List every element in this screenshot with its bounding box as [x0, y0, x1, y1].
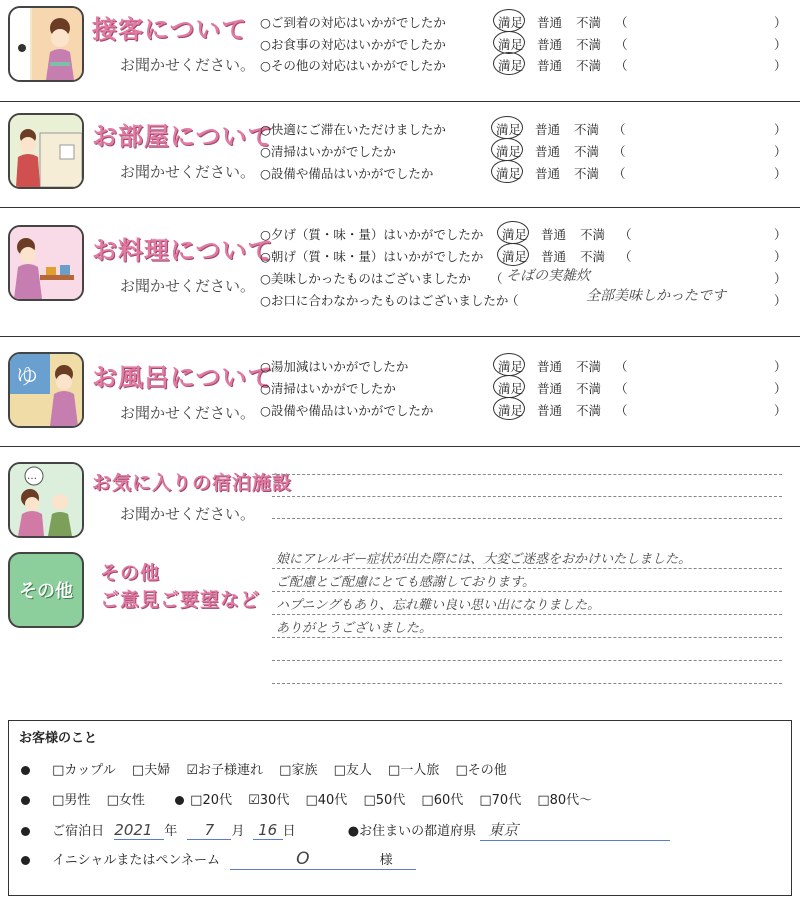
stay-day[interactable]: [253, 821, 283, 840]
age-option[interactable]: ☑30代: [248, 793, 290, 808]
stay-month[interactable]: [187, 821, 231, 840]
rating-average[interactable]: 普通: [541, 249, 567, 264]
bath-title-main: お風呂について: [92, 363, 274, 392]
paren-open: （: [490, 271, 503, 286]
service-illustration-icon: [8, 6, 84, 82]
rating-satisfied[interactable]: 満足: [496, 122, 522, 137]
rating-options: [498, 35, 642, 53]
rating-satisfied[interactable]: 満足: [496, 144, 522, 159]
rating-options: [496, 164, 640, 182]
paren-open: （: [619, 227, 632, 242]
room-title-main: お部屋について: [92, 122, 274, 151]
companion-option[interactable]: □その他: [455, 763, 507, 778]
rating-options: [496, 120, 640, 138]
writing-line: [272, 614, 782, 615]
question-text: ○その他の対応はいかがでしたか: [260, 58, 446, 73]
rating-options: [498, 401, 642, 419]
paren-close: ）: [774, 381, 787, 396]
section-food: [0, 209, 800, 329]
favorite-subtitle: お聞かせください。: [120, 505, 256, 523]
comment-line: ハプニングもあり、忘れ難い良い思い出になりました。: [276, 598, 601, 613]
rating-dissatisfied[interactable]: 不満: [576, 37, 602, 52]
rating-satisfied[interactable]: 満足: [498, 403, 524, 418]
paren-close: ）: [774, 359, 787, 374]
other-label-icon: [8, 552, 84, 628]
divider: [0, 446, 800, 447]
paren-close: ）: [774, 58, 787, 73]
companion-option[interactable]: □家族: [279, 763, 318, 778]
paren-open: （: [615, 37, 628, 52]
prefecture-value: 東京: [488, 821, 519, 839]
rating-satisfied[interactable]: 満足: [498, 381, 524, 396]
paren-open: （: [615, 58, 628, 73]
customer-form: [8, 720, 792, 896]
rating-average[interactable]: 普通: [537, 37, 563, 52]
section-favorite: [0, 448, 800, 544]
svg-text:…: …: [27, 471, 37, 482]
other-title-line1: その他: [100, 562, 161, 584]
question-text: ○設備や備品はいかがでしたか: [260, 166, 434, 181]
rating-average[interactable]: 普通: [537, 403, 563, 418]
rating-satisfied[interactable]: 満足: [502, 249, 528, 264]
paren-close: ）: [774, 249, 787, 264]
comment-line: ご配慮とご配慮にとても感謝しております。: [276, 575, 535, 590]
rating-options: [498, 56, 642, 74]
companion-option[interactable]: □夫婦: [131, 763, 171, 778]
month-unit: 月: [231, 824, 245, 839]
question-text: ○美味しかったものはございましたか: [260, 271, 471, 286]
service-title: [92, 10, 255, 75]
rating-dissatisfied[interactable]: 不満: [574, 166, 600, 181]
rating-satisfied[interactable]: 満足: [498, 359, 524, 374]
rating-options: [502, 225, 646, 243]
handwritten-answer: 全部美味しかったです: [586, 288, 726, 304]
question-text: ○朝げ（質・味・量）はいかがでしたか: [260, 249, 484, 264]
rating-options: [498, 357, 642, 375]
question-text: ○清掃はいかがでしたか: [260, 381, 396, 396]
paren-close: ）: [774, 403, 787, 418]
stay-year[interactable]: [114, 821, 164, 840]
paren-close: ）: [774, 122, 787, 137]
section-room: [0, 103, 800, 203]
rating-dissatisfied[interactable]: 不満: [574, 122, 600, 137]
paren-close: ）: [774, 227, 787, 242]
rating-satisfied[interactable]: 満足: [498, 37, 524, 52]
rating-satisfied[interactable]: 満足: [498, 15, 524, 30]
question-text: ○お食事の対応はいかがでしたか: [260, 37, 446, 52]
companion-option[interactable]: □一人旅: [388, 763, 440, 778]
paren-close: ）: [774, 144, 787, 159]
stay-day-value: 16: [258, 821, 278, 839]
section-service: [0, 0, 800, 100]
customer-heading: お客様のこと: [19, 731, 98, 746]
paren-close: ）: [774, 271, 787, 286]
paren-open: （: [613, 144, 626, 159]
divider: [0, 207, 800, 208]
writing-line: [272, 496, 782, 497]
favorite-title-main: お気に入りの宿泊施設: [92, 472, 293, 494]
service-subtitle: お聞かせください。: [120, 56, 256, 74]
bath-illustration-icon: [8, 352, 84, 428]
rating-dissatisfied[interactable]: 不満: [574, 144, 600, 159]
stay-date-label: ご宿泊日: [52, 824, 105, 839]
prefecture-field[interactable]: [480, 819, 670, 841]
rating-average[interactable]: 普通: [537, 15, 563, 30]
section-other: [0, 544, 800, 704]
rating-satisfied[interactable]: 満足: [498, 58, 524, 73]
gender-option[interactable]: □男性: [52, 793, 91, 808]
rating-average[interactable]: 普通: [537, 58, 563, 73]
rating-satisfied[interactable]: 満足: [496, 166, 522, 181]
paren-open: （: [615, 381, 628, 396]
day-unit: 日: [282, 824, 296, 839]
rating-options: [502, 247, 646, 265]
initial-row: [21, 849, 416, 870]
initial-field[interactable]: [230, 849, 416, 870]
favorite-title: [92, 468, 292, 524]
bullet-icon: [21, 766, 30, 775]
rating-dissatisfied[interactable]: 不満: [576, 15, 602, 30]
room-illustration-icon: [8, 113, 84, 189]
rating-dissatisfied[interactable]: 不満: [576, 58, 602, 73]
stay-year-value: 2021: [114, 821, 153, 839]
paren-open: （: [613, 122, 626, 137]
handwritten-answer: そばの実雑炊: [506, 268, 590, 284]
paren-open: （: [613, 166, 626, 181]
rating-average[interactable]: 普通: [541, 227, 567, 242]
companion-row: [21, 759, 519, 778]
rating-average[interactable]: 普通: [537, 359, 563, 374]
gender-option[interactable]: □女性: [106, 793, 145, 808]
age-option[interactable]: □70代: [479, 793, 522, 808]
writing-line: [272, 683, 782, 684]
question-text: ○夕げ（質・味・量）はいかがでしたか: [260, 227, 484, 242]
writing-line: [272, 591, 782, 592]
rating-options: [496, 142, 640, 160]
svg-text:ゆ: ゆ: [16, 365, 39, 390]
question-text: ○湯加減はいかがでしたか: [260, 359, 409, 374]
room-subtitle: お聞かせください。: [120, 163, 256, 181]
food-title-main: お料理について: [92, 236, 274, 265]
rating-dissatisfied[interactable]: 不満: [576, 359, 602, 374]
other-icon-text: その他: [19, 581, 73, 602]
paren-close: ）: [774, 37, 787, 52]
bullet-icon: [21, 856, 30, 865]
rating-average[interactable]: 普通: [535, 144, 561, 159]
paren-close: ）: [774, 166, 787, 181]
divider: [0, 336, 800, 337]
year-unit: 年: [164, 824, 178, 839]
paren-open: （: [615, 359, 628, 374]
question-text: ○設備や備品はいかがでしたか: [260, 403, 434, 418]
rating-average[interactable]: 普通: [535, 122, 561, 137]
other-title: [100, 558, 260, 612]
comment-line: ありがとうございました。: [276, 621, 433, 636]
writing-line: [272, 474, 782, 475]
rating-average[interactable]: 普通: [535, 166, 561, 181]
bullet-icon: [21, 827, 30, 836]
room-title: [92, 117, 274, 182]
section-bath: [0, 338, 800, 438]
question-text: ○ご到着の対応はいかがでしたか: [260, 15, 446, 30]
age-option[interactable]: □60代: [421, 793, 464, 808]
paren-open: （: [615, 403, 628, 418]
paren-close: ）: [774, 15, 787, 30]
age-option[interactable]: □50代: [363, 793, 406, 808]
writing-line: [272, 660, 782, 661]
stay-month-value: 7: [204, 821, 215, 839]
question-text: ○清掃はいかがでしたか: [260, 144, 396, 159]
age-option[interactable]: □40代: [305, 793, 348, 808]
bath-title: [92, 358, 274, 423]
divider: [0, 101, 800, 102]
food-title: [92, 231, 274, 296]
food-subtitle: お聞かせください。: [120, 277, 256, 295]
gender-age-row: [21, 789, 604, 808]
rating-dissatisfied[interactable]: 不満: [580, 249, 606, 264]
sama-label: 様: [379, 853, 393, 868]
companion-option[interactable]: □友人: [333, 763, 372, 778]
paren-close: ）: [774, 293, 787, 308]
stay-row: [21, 819, 670, 841]
prefecture-label: ●お住まいの都道府県: [347, 824, 477, 839]
paren-open: （: [619, 249, 632, 264]
age-option[interactable]: □20代: [190, 793, 232, 808]
bullet-icon: [175, 796, 184, 805]
companion-option[interactable]: □カップル: [52, 763, 116, 778]
rating-options: [498, 13, 642, 31]
companion-option[interactable]: ☑お子様連れ: [186, 763, 264, 778]
rating-average[interactable]: 普通: [537, 381, 563, 396]
rating-dissatisfied[interactable]: 不満: [576, 403, 602, 418]
service-title-main: 接客について: [92, 15, 248, 44]
food-illustration-icon: [8, 225, 84, 301]
rating-dissatisfied[interactable]: 不満: [580, 227, 606, 242]
other-title-line2: ご意見ご要望など: [100, 589, 261, 611]
bath-subtitle: お聞かせください。: [120, 404, 256, 422]
bullet-icon: [21, 796, 30, 805]
question-text: ○快適にご滞在いただけましたか: [260, 122, 446, 137]
rating-satisfied[interactable]: 満足: [502, 227, 528, 242]
paren-open: （: [506, 293, 519, 308]
initial-value: O: [296, 849, 310, 869]
comment-line: 娘にアレルギー症状が出た際には、大変ご迷惑をおかけいたしました。: [276, 552, 692, 567]
rating-dissatisfied[interactable]: 不満: [576, 381, 602, 396]
writing-line: [272, 568, 782, 569]
favorite-illustration-icon: [8, 462, 84, 538]
rating-options: [498, 379, 642, 397]
age-option[interactable]: □80代〜: [537, 793, 593, 808]
initial-label: イニシャルまたはペンネーム: [52, 853, 220, 868]
writing-line: [272, 637, 782, 638]
question-text: ○お口に合わなかったものはございましたか: [260, 293, 509, 308]
writing-line: [272, 518, 782, 519]
paren-open: （: [615, 15, 628, 30]
